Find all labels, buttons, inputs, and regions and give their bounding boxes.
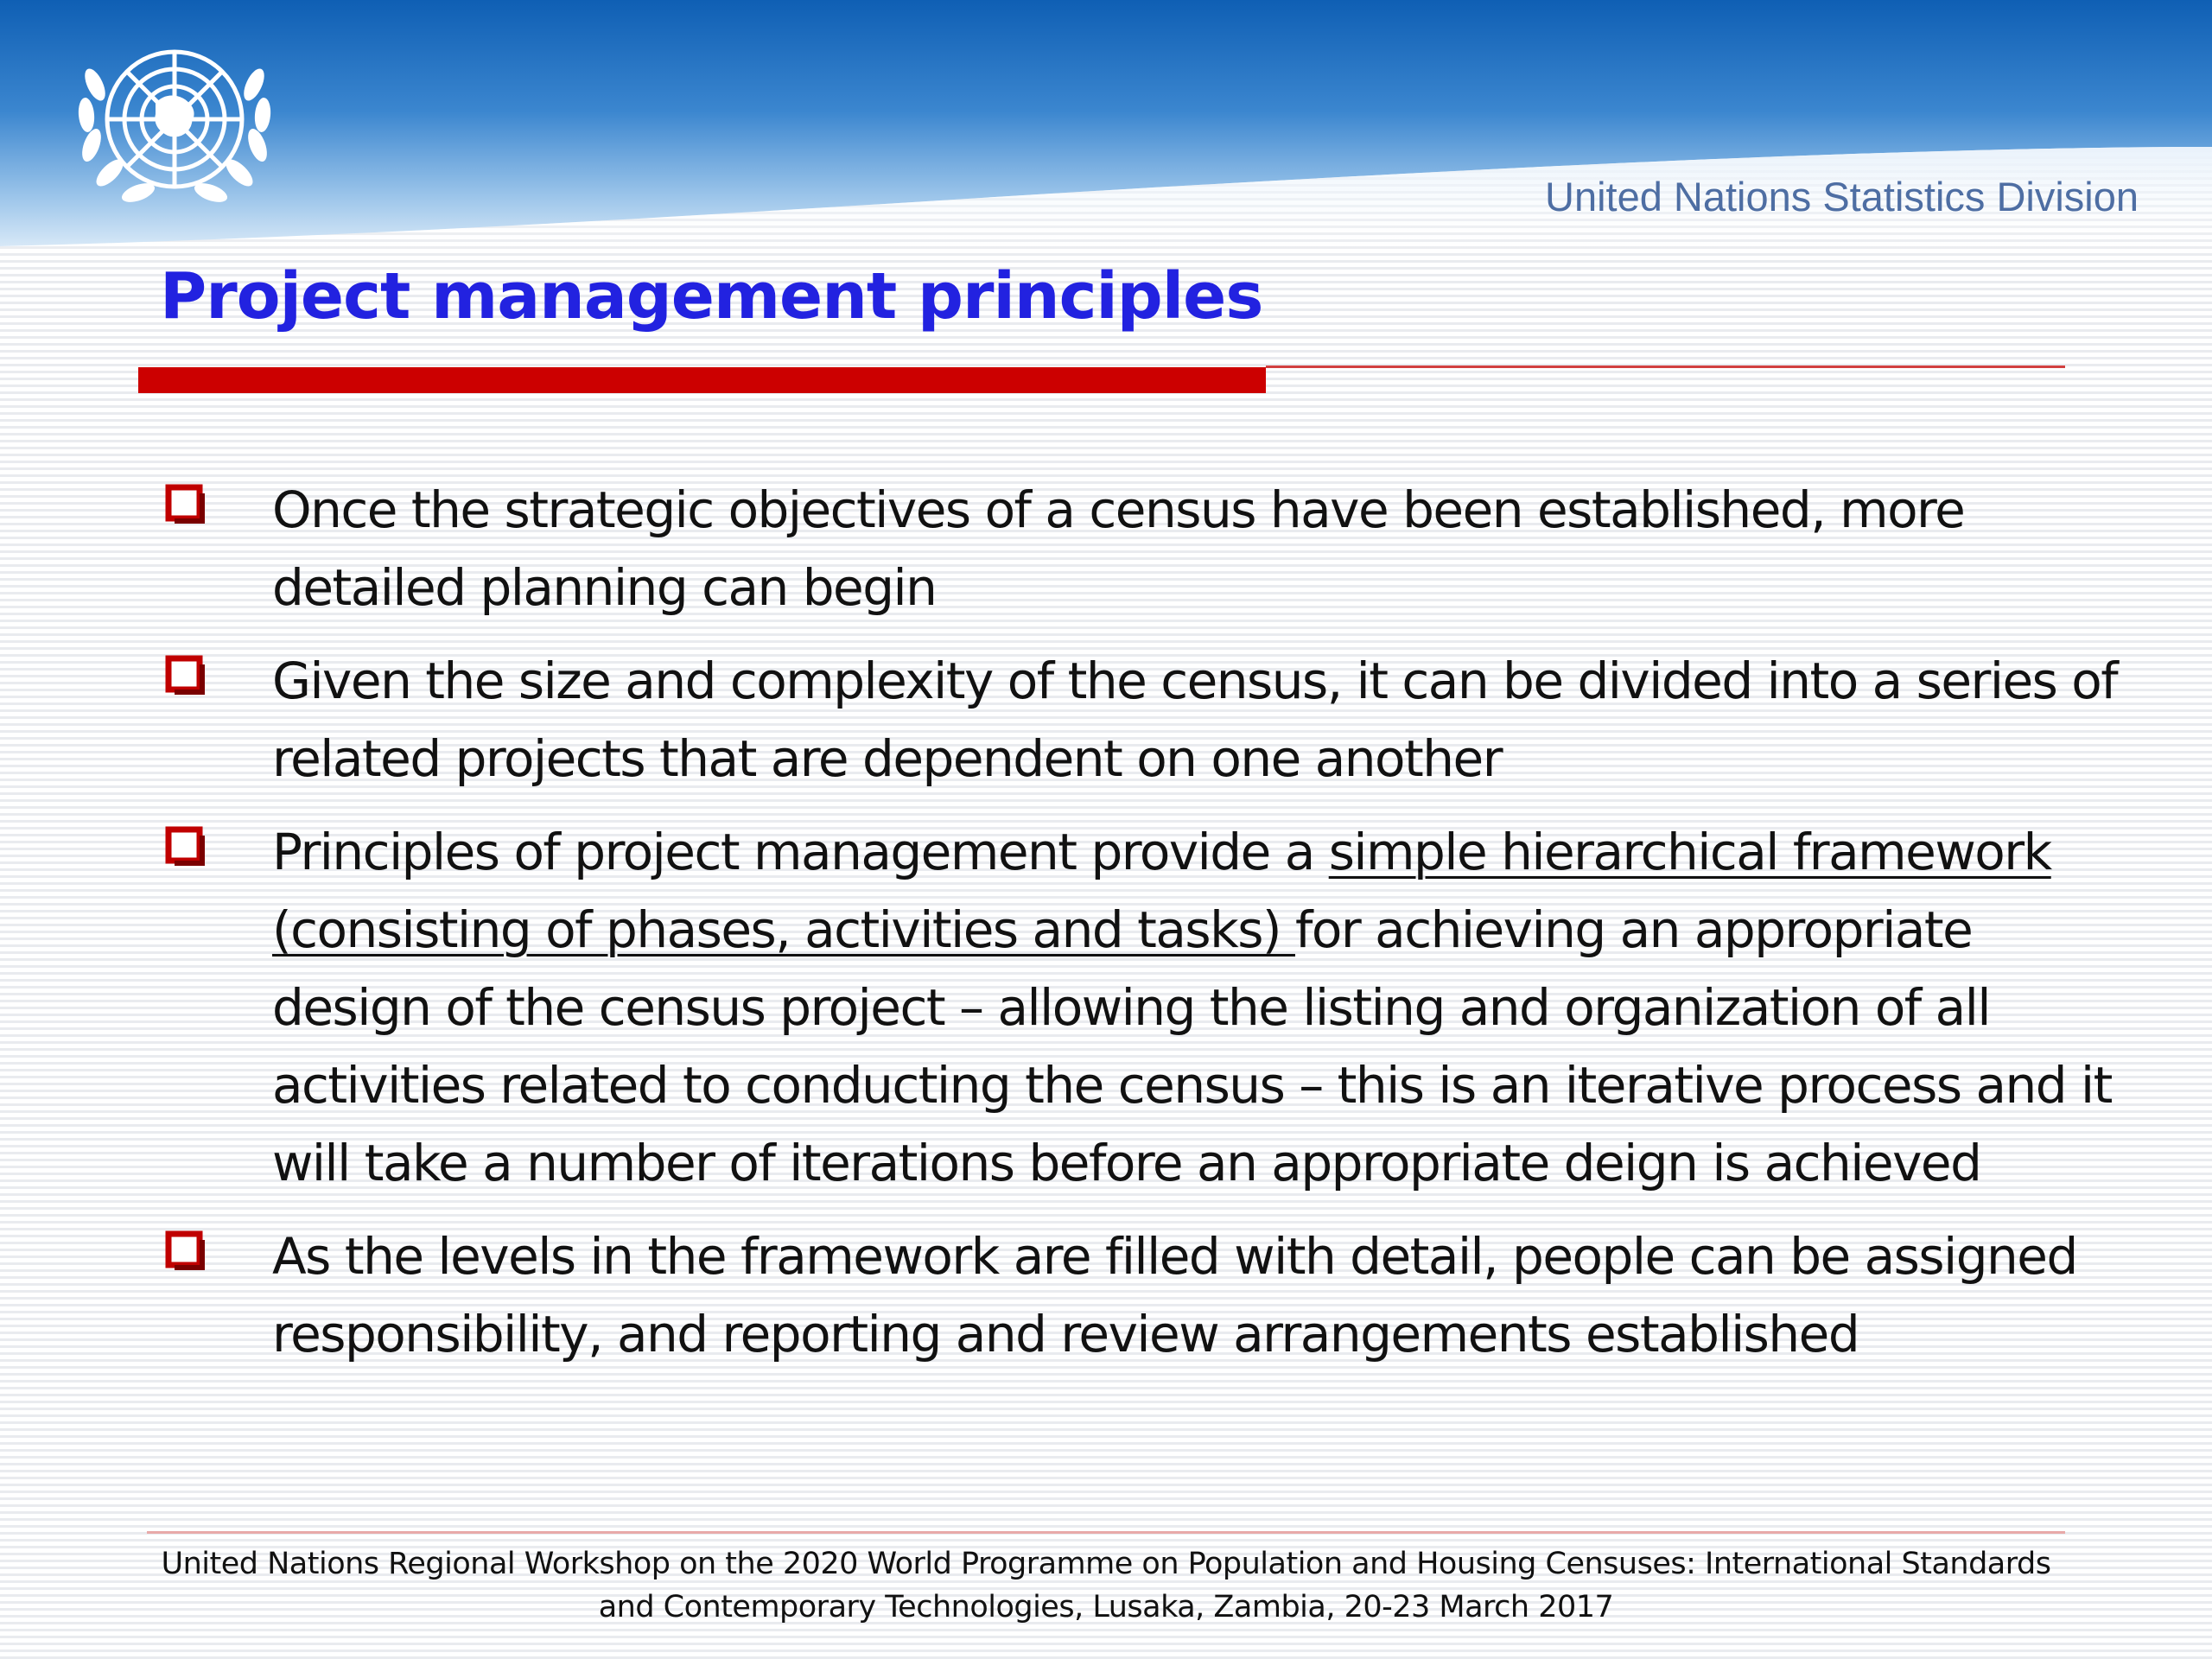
- bullet-text: Principles of project management provide a: [272, 823, 1329, 881]
- footer-divider: [147, 1531, 2065, 1534]
- bullet-list: [160, 471, 2130, 1389]
- bullet-text: Given the size and complexity of the census, it can be divided into a series of related projects that are dependent on one another: [272, 652, 2118, 788]
- title-underline-bar: [138, 367, 1266, 393]
- slide-title: Project management principles: [160, 259, 1263, 334]
- checkbox-bullet-icon: [164, 825, 206, 867]
- checkbox-bullet-icon: [164, 1230, 206, 1271]
- checkbox-bullet-icon: [164, 654, 206, 696]
- bullet-item: [160, 642, 2130, 798]
- bullet-text-underlined: simple hierarchical framework (consisting of phases, activities and tasks): [272, 823, 2051, 959]
- bullet-item: [160, 813, 2130, 1202]
- title-underline-line: [1266, 365, 2065, 368]
- bullet-text: for achieving an appropriate design of the census project – allowing the listing and organization of all activities related to conducting the census – this is an iterative process and it will take a number of iterations before an appropriate deign is achieved: [272, 900, 2112, 1192]
- checkbox-bullet-icon: [164, 483, 206, 524]
- header-banner: [0, 0, 2212, 259]
- bullet-text: As the levels in the framework are filled with detail, people can be assigned responsibility, and reporting and review arrangements established: [272, 1227, 2077, 1363]
- footer: [104, 1542, 2108, 1629]
- bullet-text: Once the strategic objectives of a census have been established, more detailed planning can begin: [272, 480, 1965, 617]
- bullet-item: [160, 1217, 2130, 1373]
- footer-line-1: United Nations Regional Workshop on the 2020 World Programme on Population and Housing Censuses: International Standards: [161, 1547, 2051, 1581]
- bullet-item: [160, 471, 2130, 626]
- organization-name: United Nations Statistics Division: [1545, 174, 2139, 219]
- un-emblem-icon: [62, 24, 287, 223]
- footer-line-2: and Contemporary Technologies, Lusaka, Zambia, 20-23 March 2017: [598, 1590, 1614, 1624]
